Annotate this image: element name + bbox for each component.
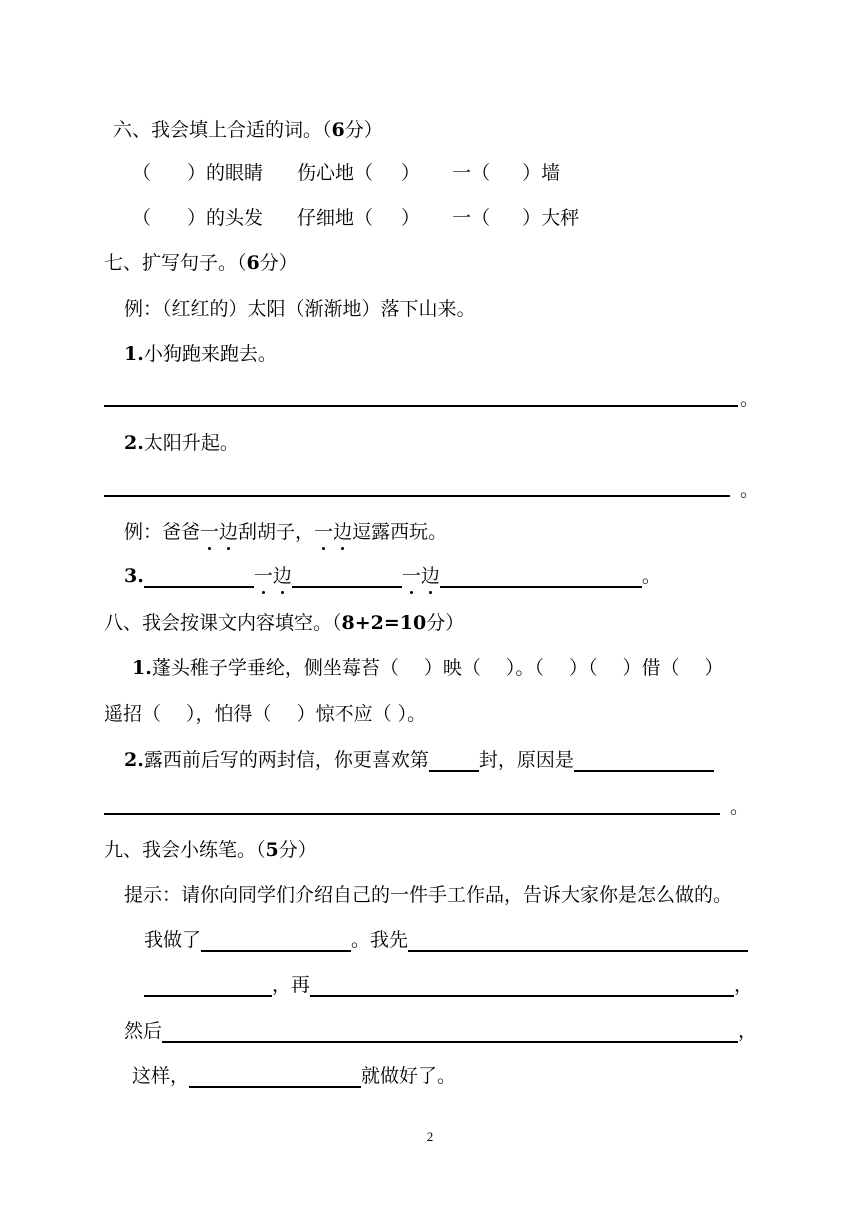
section-8-title: 八、我会按课文内容填空。（8+2=10分）: [104, 612, 465, 634]
section-7-question-1: 1.小狗跑来跑去。: [124, 343, 277, 365]
blank-this-way[interactable]: [189, 1064, 361, 1088]
section-9-hint: 提示：请你向同学们介绍自己的一件手工作品，告诉大家你是怎么做的。: [124, 884, 733, 906]
blank-after[interactable]: [162, 1019, 738, 1043]
section-7-question-3: 3. 一边 一边 。: [124, 565, 661, 587]
section-8-question-1-line-2: 遥招（ ），怕得（ ）惊不应（ ）。: [104, 703, 427, 725]
blank-first[interactable]: [408, 928, 748, 952]
section-9-line-1: 我做了 。我先: [144, 928, 748, 952]
blank-3a[interactable]: [144, 564, 254, 588]
section-6-row-2: （ ）的头发 仔细地（ ） 一（ ）大秤: [132, 207, 580, 229]
blank-made[interactable]: [201, 928, 351, 952]
blank-then[interactable]: [310, 973, 734, 997]
section-9-line-3: 然后 ，: [124, 1020, 758, 1042]
section-7-example-1: 例：（红红的）太阳（渐渐地）落下山来。: [124, 298, 476, 320]
section-9-line-2: ，再 ，: [144, 973, 753, 997]
blank-reason-start[interactable]: [574, 748, 714, 772]
answer-line-1[interactable]: [104, 405, 738, 407]
answer-line-reason[interactable]: [104, 813, 720, 815]
answer-line-2-period: 。: [740, 479, 760, 501]
answer-line-1-period: 。: [740, 388, 760, 410]
section-8-question-1-line-1: 1.蓬头稚子学垂纶，侧坐莓苔（ ）映（ ）。（ ）（ ）借（ ）: [132, 657, 724, 679]
section-9-title: 九、我会小练笔。（5分）: [104, 839, 317, 861]
section-6-row-1: （ ）的眼睛 伤心地（ ） 一（ ）墙: [132, 162, 561, 184]
section-6-title: 六、我会填上合适的词。（6分）: [113, 119, 383, 141]
section-9-line-4: 这样， 就做好了。: [132, 1065, 457, 1087]
blank-letter-number[interactable]: [429, 748, 479, 772]
section-7-title: 七、扩写句子。（6分）: [104, 252, 298, 274]
blank-first-cont[interactable]: [144, 973, 272, 997]
blank-3b[interactable]: [292, 564, 402, 588]
page-number: 2: [426, 1129, 434, 1144]
answer-line-reason-period: 。: [730, 796, 750, 818]
section-7-question-2: 2.太阳升起。: [124, 432, 239, 454]
section-8-question-2: 2.露西前后写的两封信，你更喜欢第 封，原因是: [124, 748, 714, 772]
answer-line-2[interactable]: [104, 495, 730, 497]
section-7-example-2: 例：爸爸一边刮胡子，一边逗露西玩。: [124, 521, 448, 543]
blank-3c[interactable]: [440, 564, 642, 588]
